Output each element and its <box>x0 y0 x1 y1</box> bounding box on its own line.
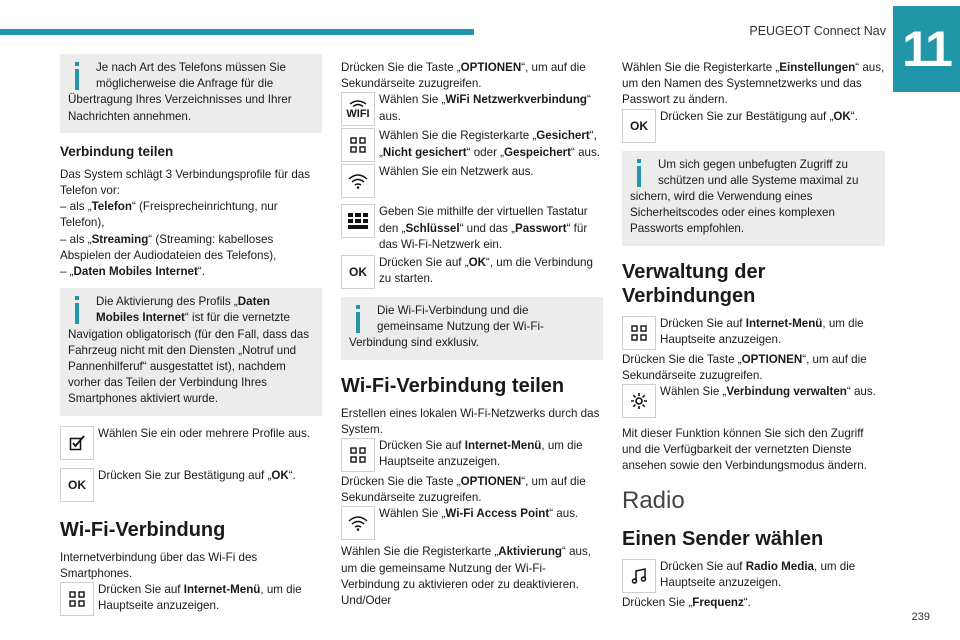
ok-icon: OK <box>341 255 375 289</box>
info-icon <box>70 62 84 90</box>
grid-menu-icon <box>622 316 656 350</box>
info-icon <box>632 159 646 187</box>
wifi-icon: WIFI <box>341 92 375 126</box>
step-enter-key: Geben Sie mithilfe der virtuellen Tastatur den „Schlüssel“ und das „Passwort“ für das Wi-Fi-Netzwerk ein. <box>341 204 603 253</box>
list-item: – „Daten Mobiles Internet“. <box>60 265 205 279</box>
step-register-tab: Wählen Sie die Registerkarte „Gesichert“, „Nicht gesichert“ oder „Gespeichert“ aus. <box>341 128 603 164</box>
step-internet-menu: Drücken Sie auf Internet-Menü, um die Hauptseite anzuzeigen. <box>341 438 603 474</box>
info-box <box>60 54 322 133</box>
info-box <box>341 297 603 360</box>
list-item: – als „Telefon“ (Freisprecheinrichtung, nur Telefon), <box>60 200 278 230</box>
heading-sender-waehlen: Einen Sender wählen <box>622 527 824 550</box>
heading-verwaltung: Verwaltung der Verbindungen <box>622 260 766 307</box>
checkbox-edit-icon <box>60 426 94 460</box>
list-item: – als „Streaming“ (Streaming: kabelloses Abspielen der Audiodateien des Telefons), <box>60 232 277 262</box>
heading-radio: Radio <box>622 486 685 514</box>
ok-icon: OK <box>622 109 656 143</box>
gear-icon <box>622 384 656 418</box>
step-verbindung-verwalten: Wählen Sie „Verbindung verwalten“ aus. <box>622 384 885 420</box>
paragraph: Drücken Sie „Frequenz“. <box>622 595 751 609</box>
paragraph: Drücken Sie die Taste „OPTIONEN“, um auf die Sekundärseite zuzugreifen. <box>341 475 586 505</box>
column-3 <box>622 60 885 611</box>
step-access-point: Wählen Sie „Wi-Fi Access Point“ aus. <box>341 506 603 542</box>
paragraph: Und/Oder <box>341 594 392 608</box>
step-confirm-ok: OK Drücken Sie zur Bestätigung auf „OK“. <box>60 468 322 504</box>
paragraph: Wählen Sie die Registerkarte „Einstellungen“ aus, um den Namen des Systemnetzwerks und das Passwort zu ändern. <box>622 61 885 107</box>
ok-icon: OK <box>60 468 94 502</box>
music-note-icon <box>622 559 656 593</box>
info-text: Um sich gegen unbefugten Zugriff zu schützen und alle Systeme maximal zu sichern, wird die Verwendung eines Sicherheitscodes oder eines komplexen Passworts empfohlen. <box>630 157 859 236</box>
paragraph: Wählen Sie die Registerkarte „Aktivierung“ aus, um die gemeinsame Nutzung der Wi-Fi-Verbindung zu aktivieren oder zu deaktivieren. <box>341 545 592 591</box>
paragraph: Erstellen eines lokalen Wi-Fi-Netzwerks durch das System. <box>341 406 600 436</box>
info-box <box>622 151 885 246</box>
heading-wifi-verbindung: Wi-Fi-Verbindung <box>60 518 226 541</box>
info-box <box>60 288 322 415</box>
header-bar <box>0 29 474 35</box>
grid-menu-icon <box>341 438 375 472</box>
step-start-connection: OK Drücken Sie auf „OK“, um die Verbindung zu starten. <box>341 255 603 291</box>
page-number: 239 <box>911 611 930 623</box>
step-internet-menu: Drücken Sie auf Internet-Menü, um die Hauptseite anzuzeigen. <box>622 316 885 352</box>
wifi-signal-icon <box>341 506 375 540</box>
step-confirm-ok: OK Drücken Sie zur Bestätigung auf „OK“. <box>622 109 885 145</box>
paragraph: Drücken Sie die Taste „OPTIONEN“, um auf die Sekundärseite zuzugreifen. <box>622 352 867 382</box>
info-icon <box>70 296 84 324</box>
step-select-profile: Wählen Sie ein oder mehrere Profile aus. <box>60 426 322 462</box>
heading-verbindung-teilen: Verbindung teilen <box>60 143 174 159</box>
column-1 <box>60 54 322 624</box>
step-internet-menu: Drücken Sie auf Internet-Menü, um die Hauptseite anzuzeigen. <box>60 582 322 618</box>
step-wifi-network: WIFI Wählen Sie „WiFi Netzwerkverbindung“ aus. <box>341 92 603 128</box>
column-2 <box>341 60 603 609</box>
grid-menu-icon <box>60 582 94 616</box>
paragraph: Drücken Sie die Taste „OPTIONEN“, um auf die Sekundärseite zuzugreifen. <box>341 61 586 91</box>
wifi-signal-icon <box>341 164 375 198</box>
keyboard-icon <box>341 204 375 238</box>
paragraph: Internetverbindung über das Wi-Fi des Smartphones. <box>60 550 258 580</box>
step-select-network: Wählen Sie ein Netzwerk aus. <box>341 164 603 200</box>
paragraph: Mit dieser Funktion können Sie sich den Zugriff und die Verfügbarkeit der vernetzten Dienste ansehen sowie den Verbindungsmodus ändern. <box>622 427 867 473</box>
chapter-number: 11 <box>893 6 960 92</box>
info-icon <box>351 305 365 333</box>
info-text: Die Wi-Fi-Verbindung und die gemeinsame Nutzung der Wi-Fi-Verbindung sind exklusiv. <box>349 304 544 350</box>
header-title: PEUGEOT Connect Nav <box>749 24 886 38</box>
grid-menu-icon <box>341 128 375 162</box>
heading-wifi-teilen: Wi-Fi-Verbindung teilen <box>341 374 565 397</box>
info-text: Die Aktivierung des Profils „Daten Mobiles Internet“ ist für die vernetzte Navigation obligatorisch (für den Fall, dass das Fahrzeug nicht mit den Diensten „Notruf und Pannenhilferuf“ ausgestattet ist), nachdem vorher das Teilen der Verbindung Ihres Smartphones aktiviert wurde. <box>68 295 310 406</box>
step-radio-media: Drücken Sie auf Radio Media, um die Hauptseite anzuzeigen. <box>622 559 885 595</box>
paragraph: Das System schlägt 3 Verbindungsprofile für das Telefon vor: <box>60 167 311 198</box>
info-text: Je nach Art des Telefons müssen Sie möglicherweise die Anfrage für die Übertragung Ihres Verzeichnisses und Ihrer Nachrichten annehmen. <box>68 61 292 123</box>
